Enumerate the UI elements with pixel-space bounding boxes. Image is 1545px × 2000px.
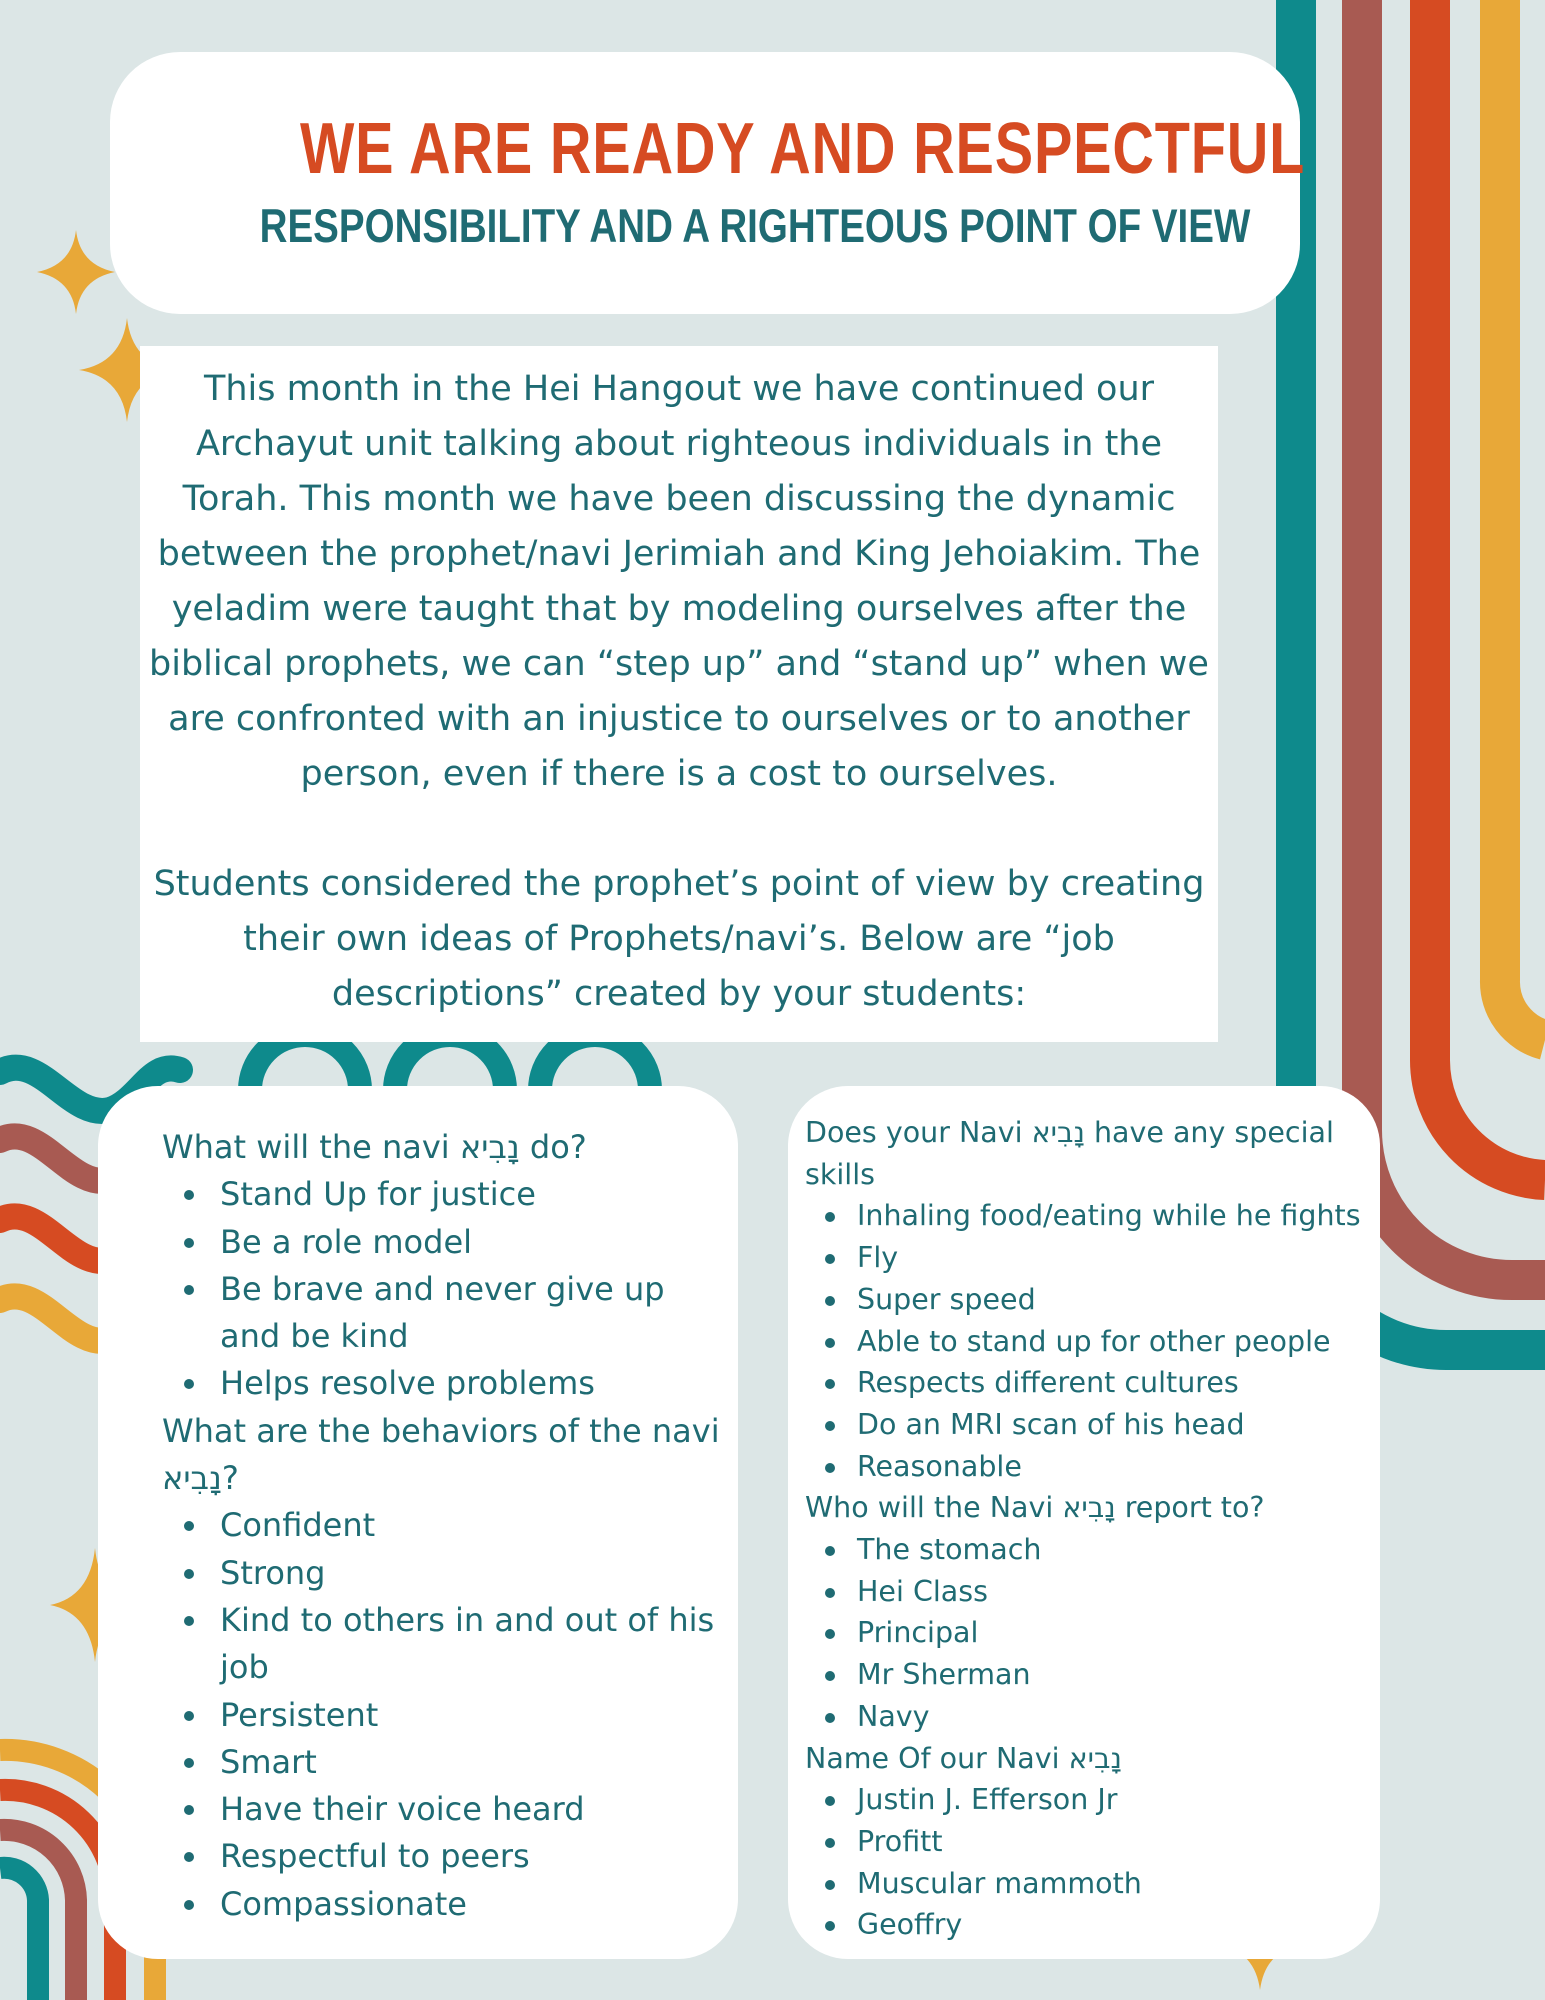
- section-question: Name Of our Navi נָבִיא: [805, 1741, 1122, 1775]
- list-item: Muscular mammoth: [805, 1863, 1380, 1905]
- list-item: Able to stand up for other people: [805, 1321, 1380, 1363]
- navi-skills-list: [805, 1112, 1380, 1946]
- list-item: Confident: [162, 1502, 722, 1549]
- page-title: WE ARE READY AND RESPECTFUL: [300, 109, 1306, 189]
- list-item: Respectful to peers: [162, 1833, 722, 1880]
- intro-text: [145, 362, 1213, 1022]
- section-question: Who will the Navi נָבִיא report to?: [805, 1491, 1265, 1525]
- list-item: Be a role model: [162, 1219, 722, 1266]
- section-question: Does your Navi נָבִיא have any special skills: [805, 1116, 1334, 1191]
- list-item: Do an MRI scan of his head: [805, 1404, 1380, 1446]
- list-item: Principal: [805, 1612, 1380, 1654]
- list-item: Helps resolve problems: [162, 1360, 722, 1407]
- list-item: Hei Class: [805, 1571, 1380, 1613]
- list-item: Reasonable: [805, 1446, 1380, 1488]
- page-subtitle: RESPONSIBILITY AND A RIGHTEOUS POINT OF VIEW: [259, 199, 1251, 252]
- scallop-decoration: [250, 1035, 650, 1090]
- list-item: Persistent: [162, 1692, 722, 1739]
- intro-paragraph-2: Students considered the prophet’s point of view by creating their own ideas of Prophets/navi’s. Below are “job descriptions” created by your students:: [153, 864, 1205, 1014]
- list-item: Respects different cultures: [805, 1362, 1380, 1404]
- list-item: Smart: [162, 1739, 722, 1786]
- item-list: [162, 1171, 722, 1407]
- list-item: Have their voice heard: [162, 1786, 722, 1833]
- list-item: Mr Sherman: [805, 1654, 1380, 1696]
- intro-paragraph-1: This month in the Hei Hangout we have continued our Archayut unit talking about righteous individuals in the Torah. This month we have been discussing the dynamic between the prophet/navi Jerimiah and King Jehoiakim. The yeladim were taught that by modeling ourselves after the biblical prophets, we can “step up” and “stand up” when we are confronted with an injustice to ourselves or to another person, even if there is a cost to ourselves.: [149, 369, 1209, 794]
- list-item: Super speed: [805, 1279, 1380, 1321]
- list-item: Navy: [805, 1696, 1380, 1738]
- list-item: Kind to others in and out of his job: [162, 1597, 722, 1692]
- section-question: What will the navi נָבִיא do?: [162, 1128, 587, 1166]
- item-list: [805, 1195, 1380, 1487]
- navi-duties-list: [162, 1124, 722, 1928]
- sparkle-icon: [37, 230, 115, 314]
- list-item: Profitt: [805, 1821, 1380, 1863]
- list-item: Be brave and never give up and be kind: [162, 1266, 722, 1361]
- list-item: The stomach: [805, 1529, 1380, 1571]
- list-item: Geoffry: [805, 1904, 1380, 1946]
- list-item: Compassionate: [162, 1881, 722, 1928]
- list-item: Justin J. Efferson Jr: [805, 1779, 1380, 1821]
- list-item: Strong: [162, 1550, 722, 1597]
- section-question: What are the behaviors of the navi נָבִיא?: [162, 1411, 720, 1498]
- list-item: Fly: [805, 1237, 1380, 1279]
- item-list: [805, 1529, 1380, 1738]
- item-list: [162, 1502, 722, 1928]
- list-item: Stand Up for justice: [162, 1171, 722, 1218]
- list-item: Inhaling food/eating while he fights: [805, 1195, 1380, 1237]
- item-list: [805, 1779, 1380, 1946]
